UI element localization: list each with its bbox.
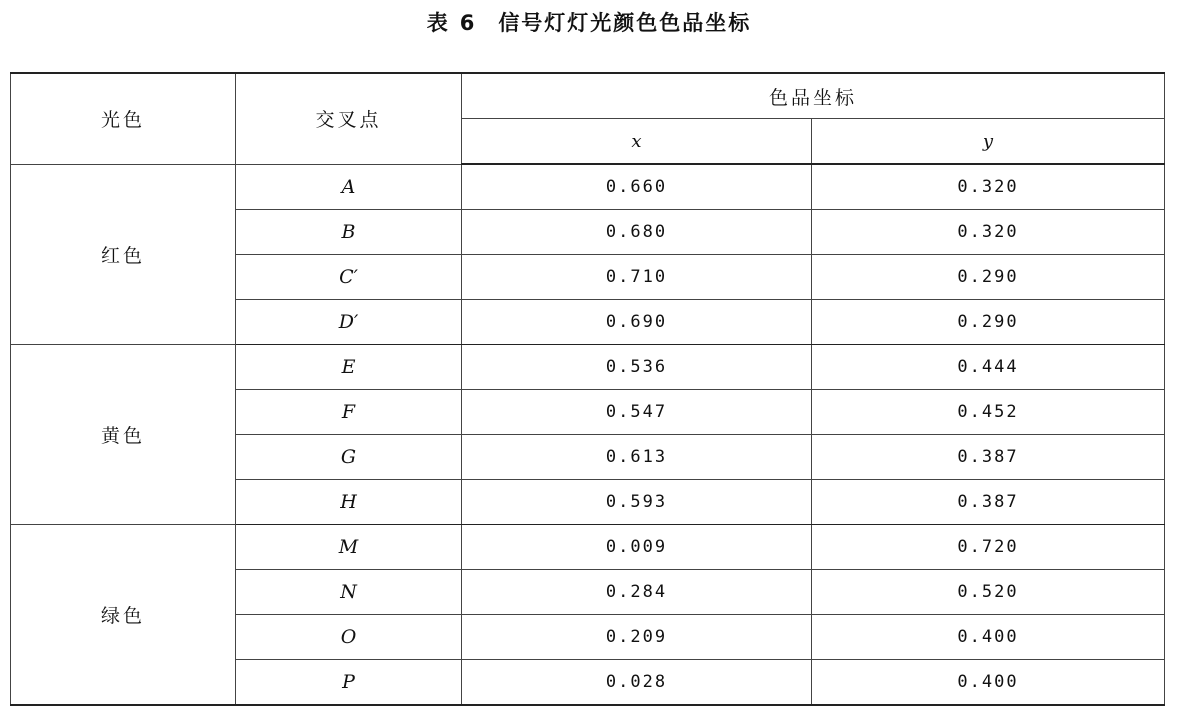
y-value-cell: 0.520 (812, 570, 1165, 615)
y-value-cell: 0.400 (812, 615, 1165, 660)
x-value-cell: 0.690 (462, 300, 812, 345)
x-value-cell: 0.547 (462, 390, 812, 435)
table-row (11, 164, 1165, 210)
x-value-cell: 0.028 (462, 660, 812, 706)
x-value-cell: 0.613 (462, 435, 812, 480)
point-cell: B (236, 210, 462, 255)
group-cell-yellow: 黄色 (11, 345, 236, 525)
group-cell-green: 绿色 (11, 525, 236, 706)
y-value-cell: 0.444 (812, 345, 1165, 390)
point-cell: M (236, 525, 462, 570)
x-value-cell: 0.284 (462, 570, 812, 615)
group-cell-red: 红色 (11, 164, 236, 345)
point-cell: N (236, 570, 462, 615)
x-value-cell: 0.680 (462, 210, 812, 255)
table-header (11, 73, 1165, 164)
x-value-cell: 0.593 (462, 480, 812, 525)
point-cell: P (236, 660, 462, 706)
x-value-cell: 0.009 (462, 525, 812, 570)
header-y: y (812, 119, 1165, 165)
y-value-cell: 0.320 (812, 210, 1165, 255)
x-value-cell: 0.660 (462, 164, 812, 210)
point-cell: A (236, 164, 462, 210)
point-cell: D′ (236, 300, 462, 345)
table-title-prefix: 表 (426, 11, 450, 35)
table-title-number: 6 (459, 11, 477, 35)
point-cell: C′ (236, 255, 462, 300)
y-value-cell: 0.400 (812, 660, 1165, 706)
header-chromaticity: 色品坐标 (462, 73, 1165, 119)
header-light-color: 光色 (11, 73, 236, 164)
header-x: x (462, 119, 812, 165)
x-value-cell: 0.536 (462, 345, 812, 390)
y-value-cell: 0.720 (812, 525, 1165, 570)
header-crossing-point: 交叉点 (236, 73, 462, 164)
x-value-cell: 0.209 (462, 615, 812, 660)
y-value-cell: 0.387 (812, 480, 1165, 525)
y-value-cell: 0.452 (812, 390, 1165, 435)
y-value-cell: 0.320 (812, 164, 1165, 210)
table-title-text: 信号灯灯光颜色色品坐标 (498, 11, 752, 35)
point-cell: O (236, 615, 462, 660)
x-value-cell: 0.710 (462, 255, 812, 300)
point-cell: E (236, 345, 462, 390)
table-title (0, 8, 1178, 38)
y-value-cell: 0.290 (812, 300, 1165, 345)
table-row (11, 345, 1165, 390)
y-value-cell: 0.290 (812, 255, 1165, 300)
chromaticity-table (10, 72, 1165, 706)
point-cell: H (236, 480, 462, 525)
y-value-cell: 0.387 (812, 435, 1165, 480)
table-body (11, 164, 1165, 705)
table-row (11, 525, 1165, 570)
point-cell: G (236, 435, 462, 480)
point-cell: F (236, 390, 462, 435)
